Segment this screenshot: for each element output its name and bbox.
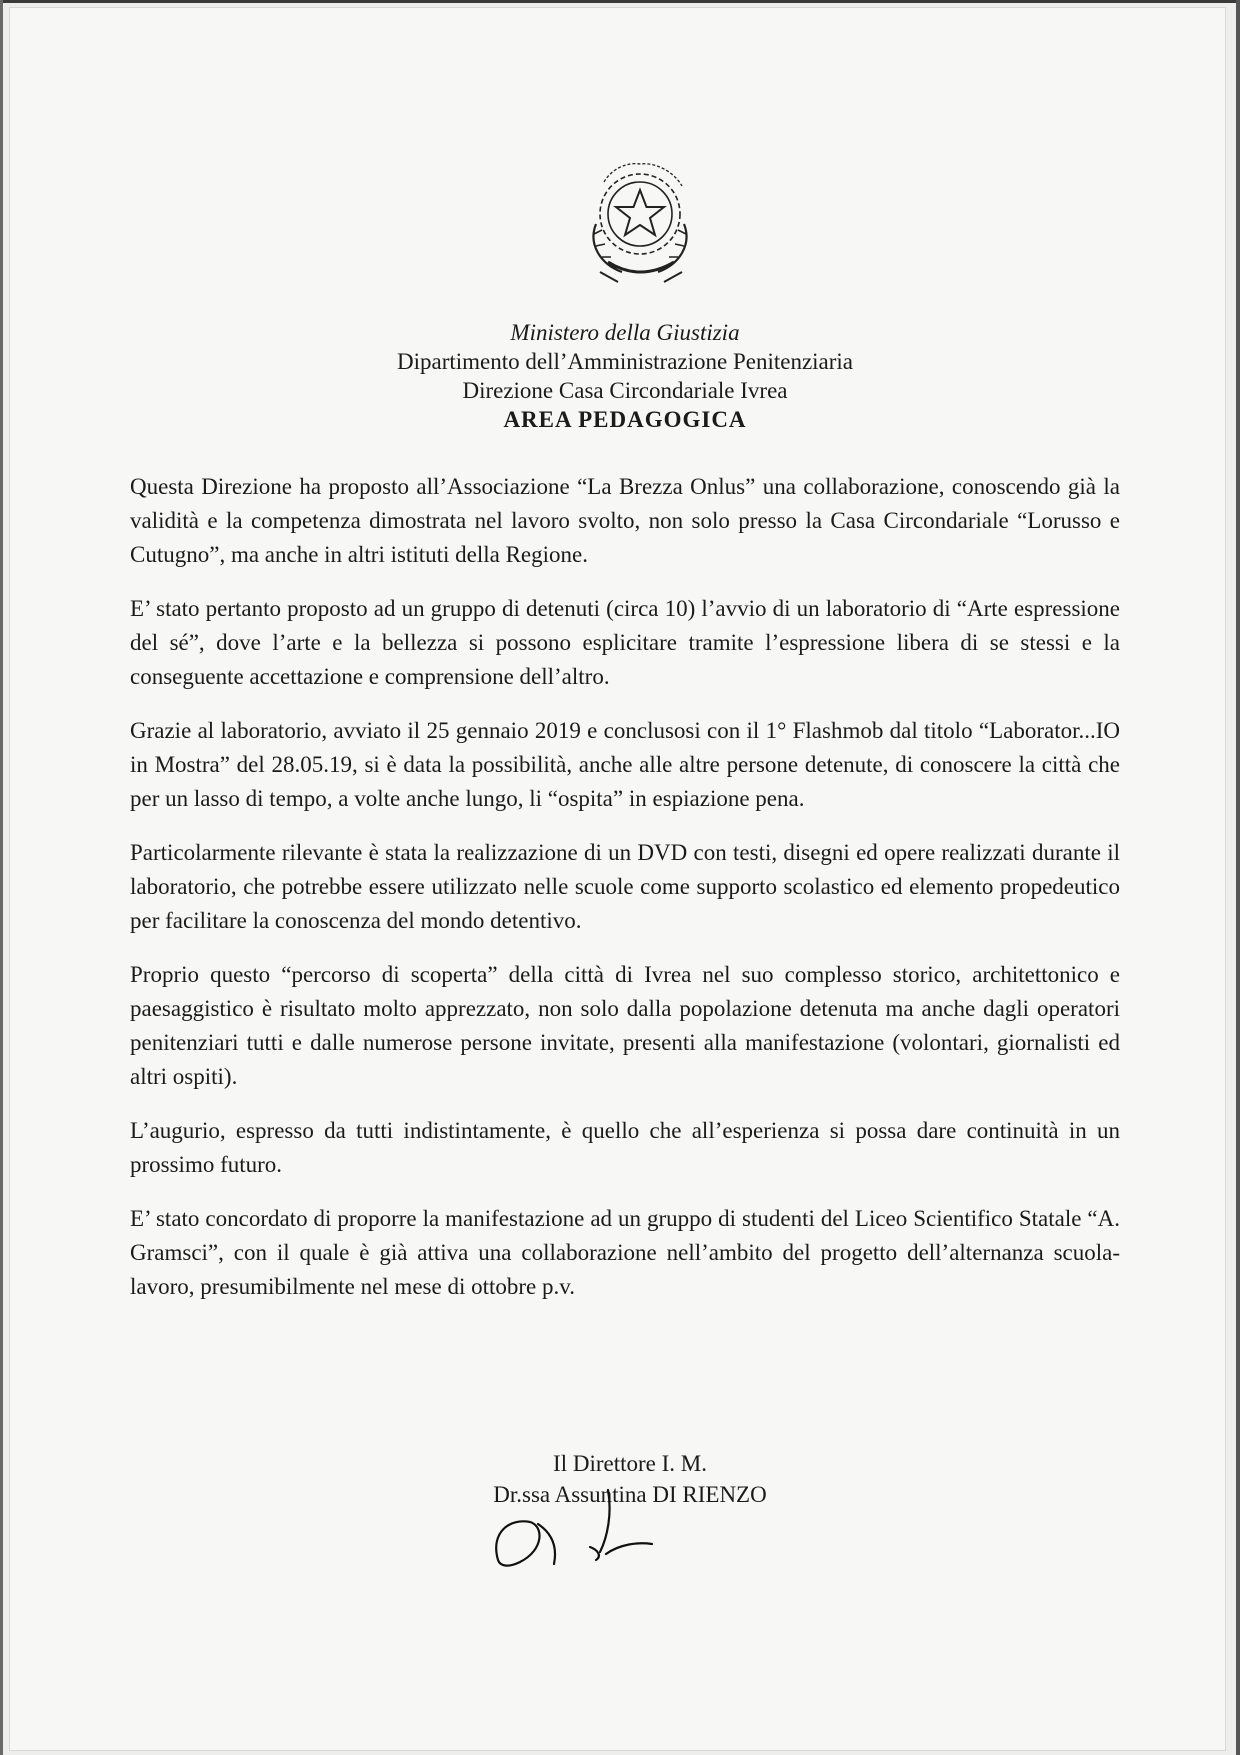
repubblica-italiana-emblem-icon	[578, 154, 708, 290]
letterhead	[130, 318, 1120, 434]
scan-border-right	[1236, 0, 1240, 1755]
scan-border-top	[0, 0, 1240, 3]
paragraph: L’augurio, espresso da tutti indistintamente, è quello che all’esperienza si possa dare continuità in un prossimo futuro.	[130, 1118, 1120, 1177]
paragraph: E’ stato concordato di proporre la manifestazione ad un gruppo di studenti del Liceo Scientifico Statale “A. Gramsci”, con il quale è già attiva una collaborazione nell’ambito del progetto dell’alternanza scuola-lavoro, presumibilmente nel mese di ottobre p.v.	[130, 1206, 1120, 1299]
signer-name: Dr.ssa Assuntina DI RIENZO	[493, 1482, 767, 1507]
signer-title: Il Direttore I. M.	[553, 1451, 707, 1476]
paragraph: Proprio questo “percorso di scoperta” della città di Ivrea nel suo complesso storico, architettonico e paesaggistico è risultato molto apprezzato, non solo dalla popolazione detenuta ma anche dagli operatori penitenziari tutti e dalle numerose persone invitate, presenti alla manifestazione (volontari, giornalisti ed altri ospiti).	[130, 962, 1120, 1089]
department-name: Dipartimento dell’Amministrazione Penitenziaria	[396, 349, 854, 374]
paragraph: Grazie al laboratorio, avviato il 25 gennaio 2019 e conclusosi con il 1° Flashmob dal titolo “Laborator...IO in Mostra” del 28.05.19, si è data la possibilità, anche alle altre persone detenute, di conoscere la città che per un lasso di tempo, a volte anche lungo, li “ospita” in espiazione pena.	[130, 718, 1120, 811]
ministry-name: Ministero della Giustizia	[510, 320, 740, 345]
letter-body	[130, 470, 1120, 1324]
scan-border-left	[0, 0, 3, 1755]
paragraph: E’ stato pertanto proposto ad un gruppo di detenuti (circa 10) l’avvio di un laboratorio di “Arte espressione del sé”, dove l’arte e la bellezza si possono esplicitare tramite l’espressione libera di se stessi e la conseguente accettazione e comprensione dell’altro.	[130, 596, 1120, 689]
area-title: AREA PEDAGOGICA	[503, 407, 747, 432]
direction-name: Direzione Casa Circondariale Ivrea	[462, 378, 788, 403]
paragraph: Questa Direzione ha proposto all’Associazione “La Brezza Onlus” una collaborazione, conoscendo già la validità e la competenza dimostrata nel lavoro svolto, non solo presso la Casa Circondariale “Lorusso e Cutugno”, ma anche in altri istituti della Regione.	[130, 474, 1120, 567]
handwritten-signature-icon	[480, 1452, 720, 1582]
paragraph: Particolarmente rilevante è stata la realizzazione di un DVD con testi, disegni ed opere realizzati durante il laboratorio, che potrebbe essere utilizzato nelle scuole come supporto scolastico ed elemento propedeutico per facilitare la conoscenza del mondo detentivo.	[130, 840, 1120, 933]
